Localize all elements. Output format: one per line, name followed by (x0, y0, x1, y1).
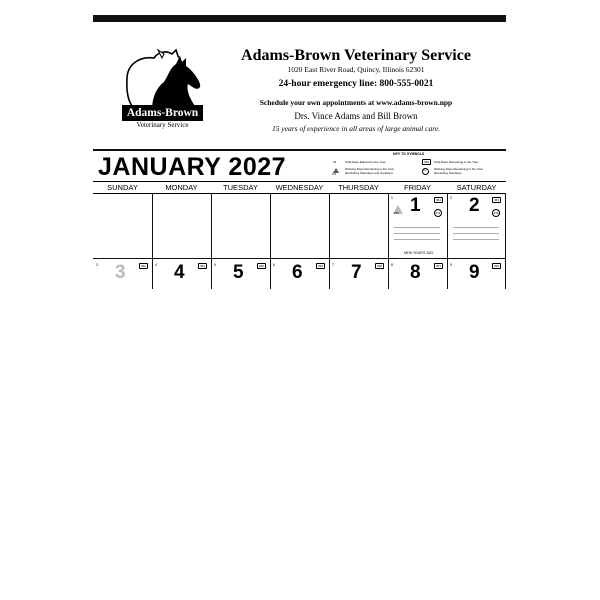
day-of-year: 8 (391, 263, 393, 267)
working-days-circle-icon: 311 (435, 211, 441, 215)
business-address: 1020 East River Road, Quincy, Illinois 62301 (287, 65, 425, 74)
weekday-wednesday: WEDNESDAY (275, 183, 324, 192)
day-of-year: 2 (450, 196, 452, 200)
note-line (453, 233, 499, 234)
weekday-sunday: SUNDAY (107, 183, 138, 192)
day-number: 8 (410, 262, 421, 283)
days-remaining-badge: 364 (436, 198, 442, 202)
key-remaining-symbol: 365 (424, 160, 430, 164)
business-name: Adams-Brown Veterinary Service (241, 47, 471, 64)
day-cell-empty[interactable] (211, 193, 271, 259)
weekday-friday: FRIDAY (404, 183, 431, 192)
key-elapsed-label: Total Days Elapsed in the Year (345, 160, 386, 164)
day-of-year: 9 (450, 263, 452, 267)
day-of-year: 1 (391, 196, 393, 200)
logo-banner: Adams-Brown (122, 105, 203, 121)
key-elapsed-symbol: 01 (333, 160, 337, 164)
days-remaining-badge: 356 (494, 264, 500, 268)
key-working-line2: (Excluding Saturdays and Sundays) (345, 171, 393, 175)
days-remaining-badge: 361 (200, 264, 206, 268)
day-cell-jan-7[interactable] (329, 259, 389, 289)
key-working-sun-line2: (Excluding Sundays) (434, 171, 462, 175)
note-line (394, 233, 440, 234)
weekday-tuesday: TUESDAY (223, 183, 258, 192)
day-cell-empty[interactable] (152, 193, 212, 259)
days-remaining-badge: 360 (259, 264, 265, 268)
day-cell-jan-2[interactable] (447, 193, 506, 259)
days-remaining-badge: 359 (318, 264, 324, 268)
day-cell-jan-8[interactable] (388, 259, 448, 289)
working-days-circle-icon: 311 (493, 211, 499, 215)
note-line (453, 227, 499, 228)
note-line (394, 227, 440, 228)
day-number: 2 (469, 195, 480, 216)
calendar-sheet (93, 15, 506, 283)
day-number: 7 (351, 262, 362, 283)
days-remaining-badge: 358 (377, 264, 383, 268)
day-cell-jan-3[interactable] (93, 259, 153, 289)
calendar-grid (93, 193, 506, 283)
experience-line: 15 years of experience in all areas of large animal care. (271, 124, 441, 133)
weekday-thursday: THURSDAY (338, 183, 379, 192)
note-line (453, 239, 499, 240)
day-of-year: 5 (214, 263, 216, 267)
logo-subtitle: Veterinary Service (136, 121, 189, 129)
day-cell-jan-9[interactable] (447, 259, 506, 289)
day-of-year: 4 (155, 263, 157, 267)
doctors-line: Drs. Vince Adams and Bill Brown (294, 111, 418, 121)
day-number: 3 (115, 262, 126, 283)
holiday-label: NEW YEAR'S DAY (404, 251, 434, 255)
day-of-year: 7 (332, 263, 334, 267)
note-line (394, 239, 440, 240)
days-remaining-badge: 357 (436, 264, 442, 268)
day-cell-jan-1[interactable] (388, 193, 448, 259)
day-number: 5 (233, 262, 244, 283)
calendar-header (93, 22, 506, 150)
day-number: 4 (174, 262, 185, 283)
key-title: KEY TO SYMBOLS (393, 152, 425, 156)
day-cell-empty[interactable] (93, 193, 153, 259)
day-cell-jan-4[interactable] (152, 259, 212, 289)
day-cell-jan-5[interactable] (211, 259, 271, 289)
days-remaining-badge: 363 (494, 198, 500, 202)
day-cell-empty[interactable] (270, 193, 330, 259)
day-number: 1 (410, 195, 421, 216)
key-remaining-label: Total Days Remaining in the Year (434, 160, 479, 164)
day-of-year: 6 (273, 263, 275, 267)
emergency-line: 24-hour emergency line: 800-555-0021 (278, 79, 434, 89)
schedule-line: Schedule your own appointments at www.adams-brown.npp (259, 98, 453, 107)
header-divider (93, 149, 506, 151)
weekday-monday: MONDAY (165, 183, 198, 192)
weekday-saturday: SATURDAY (456, 183, 497, 192)
day-number: 9 (469, 262, 480, 283)
key-triangle-symbol: 251 (332, 173, 337, 176)
key-working-line1: Working Days Remaining in the Year (345, 167, 394, 171)
top-bar (93, 15, 506, 22)
days-remaining-badge: 362 (141, 264, 147, 268)
day-number: 6 (292, 262, 303, 283)
day-of-year: 3 (96, 263, 98, 267)
key-circle-symbol: 299 (423, 170, 427, 172)
day-cell-jan-6[interactable] (270, 259, 330, 289)
month-title: JANUARY 2027 (98, 153, 287, 181)
day-cell-empty[interactable] (329, 193, 389, 259)
working-days-value: 251 (394, 211, 400, 215)
key-working-sun-line1: Working Days Remaining in the Year (434, 167, 483, 171)
